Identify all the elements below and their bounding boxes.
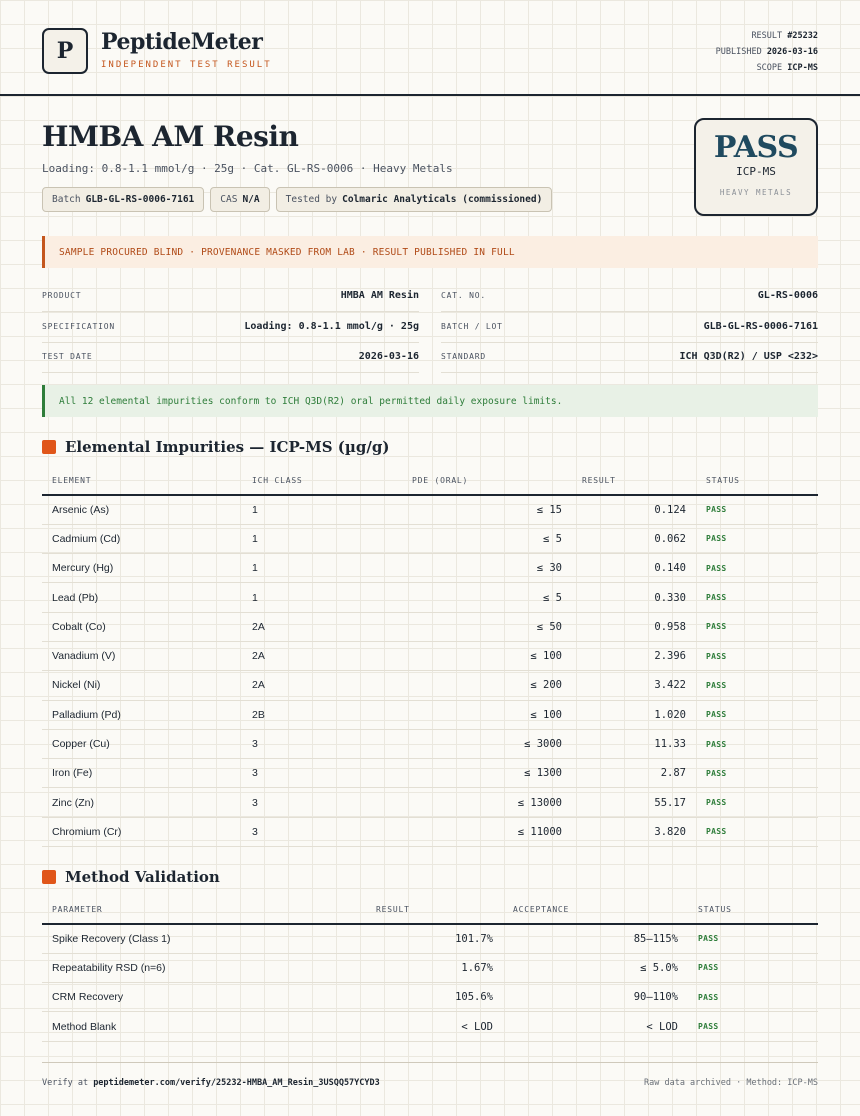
table-row	[42, 1012, 818, 1041]
status-badge: PASS	[696, 612, 818, 641]
validation-result: 1.67%	[366, 953, 503, 982]
result-value: 55.17	[572, 788, 696, 817]
ich-class: 1	[242, 495, 402, 524]
status-badge: PASS	[696, 583, 818, 612]
blind-notice: SAMPLE PROCURED BLIND · PROVENANCE MASKED FROM LAB · RESULT PUBLISHED IN FULL	[42, 236, 818, 268]
ich-class: 3	[242, 817, 402, 846]
result-value: 0.330	[572, 583, 696, 612]
verdict-scope: HEAVY METALS	[719, 188, 793, 197]
result-value: 0.140	[572, 554, 696, 583]
table-row	[42, 612, 818, 641]
result-value: 1.020	[572, 700, 696, 729]
result-value: 0.124	[572, 495, 696, 524]
info-value: 2026-03-16	[358, 351, 419, 362]
pde-limit: ≤ 100	[402, 641, 572, 670]
element-name: Mercury (Hg)	[42, 554, 242, 583]
parameter-name: Spike Recovery (Class 1)	[42, 924, 366, 953]
impurities-table	[42, 467, 818, 847]
cas-chip-label: CAS	[220, 194, 238, 205]
validation-result: 105.6%	[366, 983, 503, 1012]
info-label: SPECIFICATION	[42, 322, 116, 331]
published-label: PUBLISHED	[715, 47, 762, 57]
element-name: Arsenic (As)	[42, 495, 242, 524]
product-subtitle: Loading: 0.8-1.1 mmol/g · 25g · Cat. GL-RS-0006 · Heavy Metals	[42, 162, 453, 175]
element-name: Iron (Fe)	[42, 759, 242, 788]
batch-chip	[42, 187, 204, 212]
verify-line	[42, 1078, 380, 1088]
footer-divider	[42, 1062, 818, 1063]
table-row	[42, 759, 818, 788]
ich-class: 1	[242, 524, 402, 553]
info-label: CAT. NO.	[441, 291, 486, 300]
status-badge: PASS	[696, 759, 818, 788]
table-row	[42, 671, 818, 700]
table-row	[42, 700, 818, 729]
col-acceptance: ACCEPTANCE	[503, 896, 688, 924]
published-date: 2026-03-16	[766, 47, 818, 57]
info-label: BATCH / LOT	[441, 322, 503, 331]
status-badge: PASS	[696, 641, 818, 670]
table-row	[42, 729, 818, 758]
col-result: RESULT	[572, 467, 696, 495]
ich-class: 3	[242, 788, 402, 817]
result-value: 3.422	[572, 671, 696, 700]
validation-result: 101.7%	[366, 924, 503, 953]
status-badge: PASS	[688, 924, 818, 953]
pde-limit: ≤ 5	[402, 583, 572, 612]
ich-class: 2A	[242, 612, 402, 641]
pde-limit: ≤ 100	[402, 700, 572, 729]
verdict-method: ICP-MS	[736, 165, 776, 178]
table-row	[42, 924, 818, 953]
table-row	[42, 524, 818, 553]
element-name: Lead (Pb)	[42, 583, 242, 612]
pde-limit: ≤ 11000	[402, 817, 572, 846]
verdict-badge	[694, 118, 818, 216]
scope-label: SCOPE	[756, 63, 783, 73]
ich-class: 3	[242, 729, 402, 758]
pde-limit: ≤ 200	[402, 671, 572, 700]
status-badge: PASS	[696, 671, 818, 700]
element-name: Cobalt (Co)	[42, 612, 242, 641]
status-badge: PASS	[696, 554, 818, 583]
validation-result: < LOD	[366, 1012, 503, 1041]
tested-by-value: Colmaric Analyticals (commissioned)	[342, 194, 543, 205]
pde-limit: ≤ 3000	[402, 729, 572, 758]
table-row	[42, 983, 818, 1012]
info-row-batch	[441, 313, 818, 343]
element-name: Cadmium (Cd)	[42, 524, 242, 553]
element-name: Nickel (Ni)	[42, 671, 242, 700]
col-status: STATUS	[696, 467, 818, 495]
pde-limit: ≤ 1300	[402, 759, 572, 788]
result-value: 2.396	[572, 641, 696, 670]
ich-class: 1	[242, 583, 402, 612]
info-label: PRODUCT	[42, 291, 82, 300]
info-value: GL-RS-0006	[757, 290, 818, 301]
parameter-name: Method Blank	[42, 1012, 366, 1041]
parameter-name: Repeatability RSD (n=6)	[42, 953, 366, 982]
table-row	[42, 788, 818, 817]
element-name: Zinc (Zn)	[42, 788, 242, 817]
impurities-title: Elemental Impurities — ICP-MS (µg/g)	[65, 438, 390, 456]
status-badge: PASS	[696, 495, 818, 524]
result-value: 0.958	[572, 612, 696, 641]
status-badge: PASS	[696, 700, 818, 729]
table-row	[42, 953, 818, 982]
status-badge: PASS	[696, 729, 818, 758]
result-value: 3.820	[572, 817, 696, 846]
element-name: Chromium (Cr)	[42, 817, 242, 846]
conformance-banner: All 12 elemental impurities conform to ICH Q3D(R2) oral permitted daily exposure limits.	[42, 385, 818, 417]
result-meta	[716, 28, 818, 76]
ich-class: 1	[242, 554, 402, 583]
status-badge: PASS	[696, 788, 818, 817]
brand-logo: P	[42, 28, 88, 74]
product-title: HMBA AM Resin	[42, 120, 299, 153]
col-val-result: RESULT	[366, 896, 503, 924]
ich-class: 2A	[242, 671, 402, 700]
section-marker-icon	[42, 870, 56, 884]
impurities-heading	[42, 438, 389, 456]
element-name: Vanadium (V)	[42, 641, 242, 670]
verdict-text: PASS	[713, 130, 799, 165]
table-row	[42, 495, 818, 524]
info-value: ICH Q3D(R2) / USP <232>	[679, 351, 818, 362]
acceptance-range: 90–110%	[503, 983, 688, 1012]
pde-limit: ≤ 13000	[402, 788, 572, 817]
status-badge: PASS	[688, 983, 818, 1012]
info-row-cat	[441, 282, 818, 312]
ich-class: 2B	[242, 700, 402, 729]
cas-chip-value: N/A	[242, 194, 260, 205]
col-element: ELEMENT	[42, 467, 242, 495]
element-name: Copper (Cu)	[42, 729, 242, 758]
table-header-row	[42, 467, 818, 495]
validation-body	[42, 924, 818, 1041]
section-marker-icon	[42, 440, 56, 454]
col-pde: PDE (ORAL)	[402, 467, 572, 495]
col-parameter: PARAMETER	[42, 896, 366, 924]
impurities-body	[42, 495, 818, 847]
result-value: 2.87	[572, 759, 696, 788]
info-value: GLB-GL-RS-0006-7161	[703, 321, 818, 332]
cas-chip	[210, 187, 269, 212]
validation-heading	[42, 868, 220, 886]
ich-class: 3	[242, 759, 402, 788]
header-divider	[0, 94, 860, 96]
verify-label: Verify at	[42, 1078, 89, 1088]
table-header-row	[42, 896, 818, 924]
status-badge: PASS	[696, 817, 818, 846]
verify-link[interactable]: peptidemeter.com/verify/25232-HMBA_AM_Resin_3USQQ57YCYD3	[93, 1078, 380, 1088]
brand-tagline: INDEPENDENT TEST RESULT	[101, 60, 272, 70]
batch-chip-label: Batch	[52, 194, 81, 205]
table-row	[42, 554, 818, 583]
scope-value: ICP-MS	[787, 63, 818, 73]
acceptance-range: 85–115%	[503, 924, 688, 953]
tested-by-label: Tested by	[285, 194, 338, 205]
pde-limit: ≤ 50	[402, 612, 572, 641]
pde-limit: ≤ 5	[402, 524, 572, 553]
tested-by-chip	[276, 187, 553, 212]
parameter-name: CRM Recovery	[42, 983, 366, 1012]
validation-table	[42, 896, 818, 1042]
acceptance-range: < LOD	[503, 1012, 688, 1041]
info-row-date	[42, 343, 419, 373]
footer-note: Raw data archived · Method: ICP-MS	[644, 1078, 818, 1088]
table-row	[42, 583, 818, 612]
info-value: HMBA AM Resin	[340, 290, 419, 301]
result-number: #25232	[787, 31, 818, 41]
info-row-standard	[441, 343, 818, 373]
ich-class: 2A	[242, 641, 402, 670]
info-label: STANDARD	[441, 352, 486, 361]
status-badge: PASS	[688, 953, 818, 982]
info-label: TEST DATE	[42, 352, 93, 361]
table-row	[42, 817, 818, 846]
status-badge: PASS	[688, 1012, 818, 1041]
status-badge: PASS	[696, 524, 818, 553]
col-val-status: STATUS	[688, 896, 818, 924]
result-label: RESULT	[751, 31, 783, 41]
batch-chip-value: GLB-GL-RS-0006-7161	[85, 194, 195, 205]
table-row	[42, 641, 818, 670]
element-name: Palladium (Pd)	[42, 700, 242, 729]
validation-title: Method Validation	[65, 868, 220, 886]
acceptance-range: ≤ 5.0%	[503, 953, 688, 982]
product-chips	[42, 187, 552, 212]
info-row-product	[42, 282, 419, 312]
report-header	[42, 28, 818, 78]
info-value: Loading: 0.8-1.1 mmol/g · 25g	[244, 321, 419, 332]
result-value: 11.33	[572, 729, 696, 758]
pde-limit: ≤ 15	[402, 495, 572, 524]
pde-limit: ≤ 30	[402, 554, 572, 583]
brand-name: PeptideMeter	[101, 29, 263, 55]
col-ich-class: ICH CLASS	[242, 467, 402, 495]
info-row-spec	[42, 313, 419, 343]
result-value: 0.062	[572, 524, 696, 553]
